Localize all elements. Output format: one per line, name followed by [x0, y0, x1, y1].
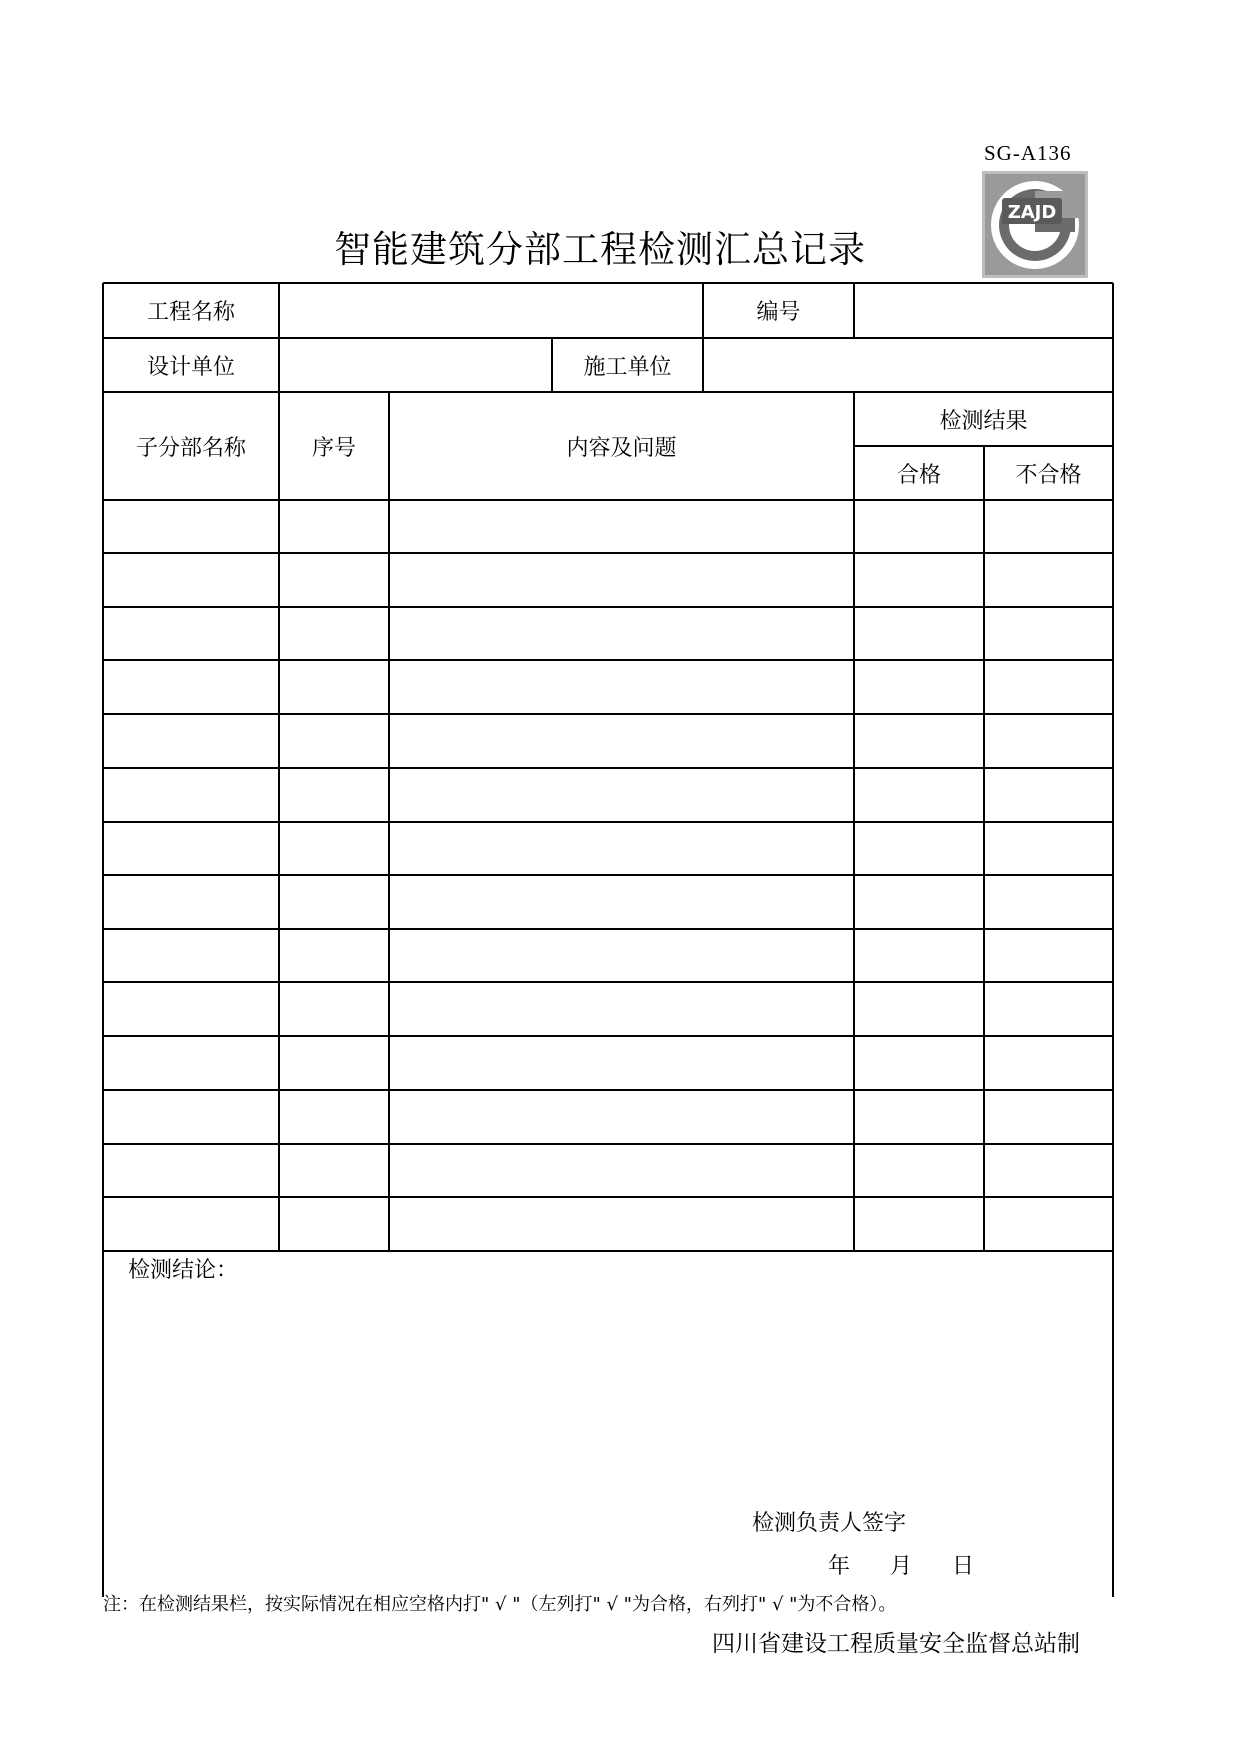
- fail-cell[interactable]: [984, 500, 1113, 553]
- col-result-header: 检测结果: [939, 408, 1028, 434]
- seq-cell[interactable]: [279, 1090, 389, 1144]
- pass-cell[interactable]: [854, 1090, 984, 1144]
- project-name-field[interactable]: [279, 283, 703, 338]
- col-seq-header: 序号: [311, 435, 356, 461]
- subdivision-cell[interactable]: [103, 1197, 279, 1251]
- content-cell[interactable]: [389, 982, 854, 1036]
- construction-unit-label: 施工单位: [583, 354, 672, 380]
- fail-cell[interactable]: [984, 607, 1113, 660]
- pass-cell[interactable]: [854, 1036, 984, 1090]
- subdivision-cell[interactable]: [103, 768, 279, 822]
- date-day-label: 日: [952, 1554, 975, 1579]
- content-cell[interactable]: [389, 929, 854, 982]
- project-name-label: 工程名称: [146, 300, 235, 325]
- seq-cell[interactable]: [279, 768, 389, 822]
- seq-cell[interactable]: [279, 553, 389, 607]
- content-cell[interactable]: [389, 607, 854, 660]
- content-cell[interactable]: [389, 500, 854, 553]
- pass-cell[interactable]: [854, 500, 984, 553]
- fail-cell[interactable]: [984, 553, 1113, 607]
- col-pass-header: 合格: [896, 462, 941, 488]
- fail-cell[interactable]: [984, 1144, 1113, 1197]
- subdivision-cell[interactable]: [103, 660, 279, 714]
- pass-cell[interactable]: [854, 553, 984, 607]
- fail-cell[interactable]: [984, 875, 1113, 929]
- seq-cell[interactable]: [279, 1144, 389, 1197]
- fail-cell[interactable]: [984, 768, 1113, 822]
- seq-cell[interactable]: [279, 1036, 389, 1090]
- seq-cell[interactable]: [279, 714, 389, 768]
- fail-cell[interactable]: [984, 660, 1113, 714]
- seq-cell[interactable]: [279, 1197, 389, 1251]
- subdivision-cell[interactable]: [103, 714, 279, 768]
- fail-cell[interactable]: [984, 982, 1113, 1036]
- subdivision-cell[interactable]: [103, 822, 279, 875]
- pass-cell[interactable]: [854, 714, 984, 768]
- subdivision-cell[interactable]: [103, 929, 279, 982]
- pass-cell[interactable]: [854, 768, 984, 822]
- content-cell[interactable]: [389, 660, 854, 714]
- subdivision-cell[interactable]: [103, 982, 279, 1036]
- pass-cell[interactable]: [854, 875, 984, 929]
- zajd-logo: [982, 171, 1088, 278]
- content-cell[interactable]: [389, 822, 854, 875]
- seq-cell[interactable]: [279, 500, 389, 553]
- fail-cell[interactable]: [984, 1036, 1113, 1090]
- page-title: 智能建筑分部工程检测汇总记录: [334, 228, 866, 271]
- seq-cell[interactable]: [279, 822, 389, 875]
- pass-cell[interactable]: [854, 1144, 984, 1197]
- number-label: 编号: [756, 300, 801, 325]
- pass-cell[interactable]: [854, 1197, 984, 1251]
- content-cell[interactable]: [389, 875, 854, 929]
- pass-cell[interactable]: [854, 822, 984, 875]
- content-cell[interactable]: [389, 768, 854, 822]
- subdivision-cell[interactable]: [103, 875, 279, 929]
- fail-cell[interactable]: [984, 929, 1113, 982]
- seq-cell[interactable]: [279, 660, 389, 714]
- subdivision-cell[interactable]: [103, 607, 279, 660]
- fail-cell[interactable]: [984, 822, 1113, 875]
- col-content-header: 内容及问题: [566, 435, 677, 461]
- content-cell[interactable]: [389, 1036, 854, 1090]
- date-year-label: 年: [828, 1554, 851, 1579]
- col-fail-header: 不合格: [1015, 462, 1082, 488]
- footnote: 注：在检测结果栏，按实际情况在相应空格内打" √ "（左列打" √ "为合格，右列打" √ "为不合格）。: [103, 1594, 897, 1615]
- issuer: 四川省建设工程质量安全监督总站制: [712, 1631, 1080, 1657]
- content-cell[interactable]: [389, 714, 854, 768]
- subdivision-cell[interactable]: [103, 1090, 279, 1144]
- pass-cell[interactable]: [854, 660, 984, 714]
- pass-cell[interactable]: [854, 982, 984, 1036]
- fail-cell[interactable]: [984, 714, 1113, 768]
- content-cell[interactable]: [389, 1144, 854, 1197]
- seq-cell[interactable]: [279, 875, 389, 929]
- pass-cell[interactable]: [854, 929, 984, 982]
- subdivision-cell[interactable]: [103, 500, 279, 553]
- subdivision-cell[interactable]: [103, 1036, 279, 1090]
- subdivision-cell[interactable]: [103, 553, 279, 607]
- content-cell[interactable]: [389, 553, 854, 607]
- content-cell[interactable]: [389, 1197, 854, 1251]
- pass-cell[interactable]: [854, 607, 984, 660]
- construction-unit-field[interactable]: [703, 338, 1113, 392]
- seq-cell[interactable]: [279, 982, 389, 1036]
- content-cell[interactable]: [389, 1090, 854, 1144]
- col-subdivision-header: 子分部名称: [135, 435, 246, 461]
- design-unit-field[interactable]: [279, 338, 552, 392]
- date-month-label: 月: [890, 1554, 913, 1579]
- number-field[interactable]: [854, 283, 1113, 338]
- form-code: SG-A136: [984, 141, 1072, 165]
- design-unit-label: 设计单位: [146, 354, 235, 380]
- conclusion-label: 检测结论：: [128, 1258, 239, 1283]
- logo-text: ZAJD: [1007, 202, 1057, 223]
- fail-cell[interactable]: [984, 1090, 1113, 1144]
- subdivision-cell[interactable]: [103, 1144, 279, 1197]
- signature-label: 检测负责人签字: [752, 1511, 907, 1536]
- seq-cell[interactable]: [279, 607, 389, 660]
- fail-cell[interactable]: [984, 1197, 1113, 1251]
- conclusion-field[interactable]: [104, 1290, 1112, 1490]
- seq-cell[interactable]: [279, 929, 389, 982]
